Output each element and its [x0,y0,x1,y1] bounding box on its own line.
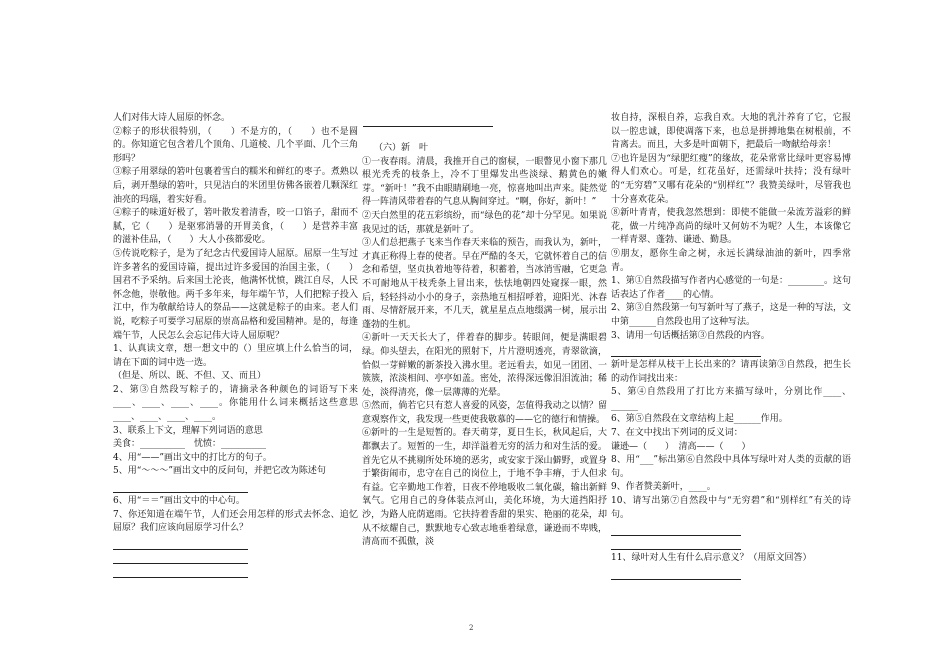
question: 2、第③自然段第一句写新叶写了燕子，这是一种的写法，文中第______自然段也用了这种写法。 [611,303,851,327]
question: 3、请用一句话概括第③自然段的内容。 [611,330,770,341]
paragraph: ④粽子的味道好极了，箬叶散发着清香，咬一口馅子，甜而不腻，它（ ）是驱邪消暑的开胃美食，（ ）是营养丰富的滋补佳品，（ ）大人小孩都爱吃。 [113,208,358,246]
paragraph: ⑤传说吃粽子，是为了纪念古代爱国诗人屈原。屈原一生写过许多著名的爱国诗篇，提出过许多爱国的治国主张，（ ）国君不予采纳。后来国土沦丧，他满怀忧愤，跳江自尽，人民怀念他，崇敬他。两千多年来，每年端午节，人们把粽子投入江中，作为敬献给诗人的祭品——这就是粽子的由来。老人们说，吃粽子可要学习屈原的崇高品格和爱国精神。是的，每逢端午节，人民怎么会忘记伟大诗人屈原呢？ [113,248,358,341]
paragraph: ②粽子的形状很特别，（ ）不是方的，（ ）也不是圆的。你知道它包含着几个顶角、几道棱、几个平面、几个三角形吗？ [113,126,358,164]
question: 美食：__________ 忧愤：__________ [113,439,267,450]
word-options: （但是、所以、既、不但、又、而且） [113,371,267,382]
answer-line[interactable] [113,567,248,578]
question: 6、用“＝＝”画出文中的中心句。 [113,496,245,507]
paragraph: ⑨朋友，愿你生命之树，永远长满绿油油的新叶，四季常青。 [611,248,851,273]
paragraph: ①一夜春雨。清晨，我推开自己的窗棂，一眼瞥见小窗下那几根光秃秃的枝条上，冷不丁里爆发出些淡绿、鹅黄色的嫩芽。“新叶！”我不由眼睛刷地一亮，惊喜地叫出声来。陡然觉得一阵清风带着春的气息从胸间穿过。“啊，你好，新叶！” [362,156,607,208]
question: 7、在文中找出下列词的反义词： [611,428,743,439]
column-middle [362,142,607,550]
paragraph: ⑤然而，倘若它只有惹人喜爱的风姿，怎值得我动之以情？留意观察作文，我发现一些更使我敬慕的——它的德行和情操。 [362,401,607,425]
question: 11、绿叶对人生有什么启示意义？（用原文回答） [611,553,812,564]
question: 新叶是怎样从枝干上长出来的？请再读第③自然段，把生长的动作词找出来： [611,360,851,384]
column-left [113,112,358,580]
paragraph: 妆自持，深根自养，忘我自欢。大地的乳汁养育了它，它报以一腔忠诚，即使凋落下来，也总是拼搏地集在树根前，不肯离去。而且，大多是叶面朝下，把最后一吻献给母亲！ [611,113,851,151]
question: 10、请写出第⑦自然段中与“无穷碧”和“别样红”有关的诗句。 [611,496,851,520]
question: 2、第③自然段写粽子的，请摘录各种颜色的词语写下来____、____、____、____。你能用什么词来概括这些意思 ____、____、____、____。 [113,384,358,423]
divider-line [363,126,493,127]
answer-line[interactable] [611,346,761,357]
paragraph: ⑧新叶青青，使我忽然想到：即使不能做一朵流芳溢彩的鲜花，做一片纯净高尚的绿叶又何妨不为呢？人生，本该像它一样青翠、蓬勃、谦逊、勤恳。 [611,208,851,246]
paragraph: ②天白然里的花五彩缤纷，而“绿色的花”却十分罕见。如果说我见过的话，那就是新叶了。 [362,210,607,235]
column-right [611,112,851,582]
question: 1、第①自然段描写作者内心感觉的一句是：________。这句话表达了作者____的心情。 [611,276,851,300]
paragraph: ③粽子用翠绿的箬叶包裹着雪白的糯米和鲜红的枣子。煮熟以后，剥开墨绿的箬叶，只见洁白的米团里仿佛各嵌着几颗深红油亮的玛瑙，着实好看。 [113,167,358,205]
paragraph: 人们对伟大诗人屈原的怀念。 [113,113,231,123]
section-title: （六）新 叶 [374,143,429,153]
answer-line[interactable] [611,525,741,536]
answer-line[interactable] [113,482,248,493]
paragraph: ④新叶一天天长大了，伴着春的脚步。转眼间，便是满眼碧绿。仰头望去，在阳光的照射下，片片澄明透亮，青翠欲滴，恰似一芽鲜嫩的新茶投入沸水里。老远看去，如见一团团、一簇簇，浓淡相间、亭亭如盖。密处，浓得深远像泪泪流油；稀处，淡得清亮，像一层薄薄的光晕。 [362,333,607,398]
answer-line[interactable] [611,569,741,580]
question: 5、用“～～～”画出文中的反问句，并把它改为陈述句 [113,466,326,477]
answer-line[interactable] [611,539,741,550]
question: 4、用“——”画出文中的打比方的句子。 [113,452,272,463]
page-number: 2 [469,624,474,632]
paragraph: ⑦也许是因为“绿肥红瘦”的缘故，花朵常常比绿叶更容易博得人们欢心。可是，红花虽好，还需绿叶扶持；没有绿叶的“无穷碧”又哪有花朵的“别样红”？我赞美绿叶，尽管我也十分喜欢花朵。 [611,153,851,205]
question: 9、作者赞美新叶，____。 [611,482,716,493]
question: 7、你还知道在端午节，人们还会用怎样的形式去怀念、追忆屈原？我们应该向屈原学习什么？ [113,509,358,534]
question: 3、联系上下文，理解下列词语的意思 [113,425,263,436]
question: 5、第④自然段用了打比方来描写绿叶，分别比作____、______ [611,387,851,411]
paragraph: ③人们总把燕子飞来当作春天来临的预告，而我认为，新叶，才真正称得上春的使者。早在严酷的冬天，它就怀着自己的信念和希望，坚贞执着地等待着，积蓄着，当冰消雪融，它更急不可耐地从干枝秃条上冒出来，怯怯地朝四处窥探一眼，然后，轻轻抖动小小的身子，亲热地互相招呼着，迎阳光、沐春雨、尽情舒展开来，不几天，就星星点点地缀满一树，展示出蓬勃的生机。 [362,238,607,330]
question: 8、用“___”标出第⑥自然段中具体写绿叶对人类的贡献的语句。 [611,455,851,479]
question: 谦逊—（ ） 清高——（ ） [611,441,751,452]
answer-line[interactable] [113,553,248,564]
question: 1、认真读文章，想一想文中的（）里应填上什么恰当的词，请在下面的词中选一选。 [113,344,358,368]
question: 6、第⑤自然段在文章结构上起______作用。 [611,414,788,425]
answer-line[interactable] [113,539,248,550]
paragraph: ⑥新叶的一生是短暂的。春天萌芽，夏日生长，秋风起后，大都飘去了。短暂的一生，却洋溢着无穷的活力和对生活的爱。首先它从不挑剔所处环境的恶劣，或安家于深山僻野，或置身于繁街闹市，忠守在自己的岗位上，于地不争丰瘠，于人但求有益。它辛勤地工作着，日夜不停地吸收二氧化碳，输出新鲜氧气。它用自己的身体装点河山，美化环境，为大道挡阳抒沙，为路人庇荫遮雨。它扶持着香甜的果实、艳丽的花朵，却从不炫耀自己，默默地专心致志地垂着绿意，谦逊而不卑贱，清高而不孤傲，淡 [362,428,607,548]
